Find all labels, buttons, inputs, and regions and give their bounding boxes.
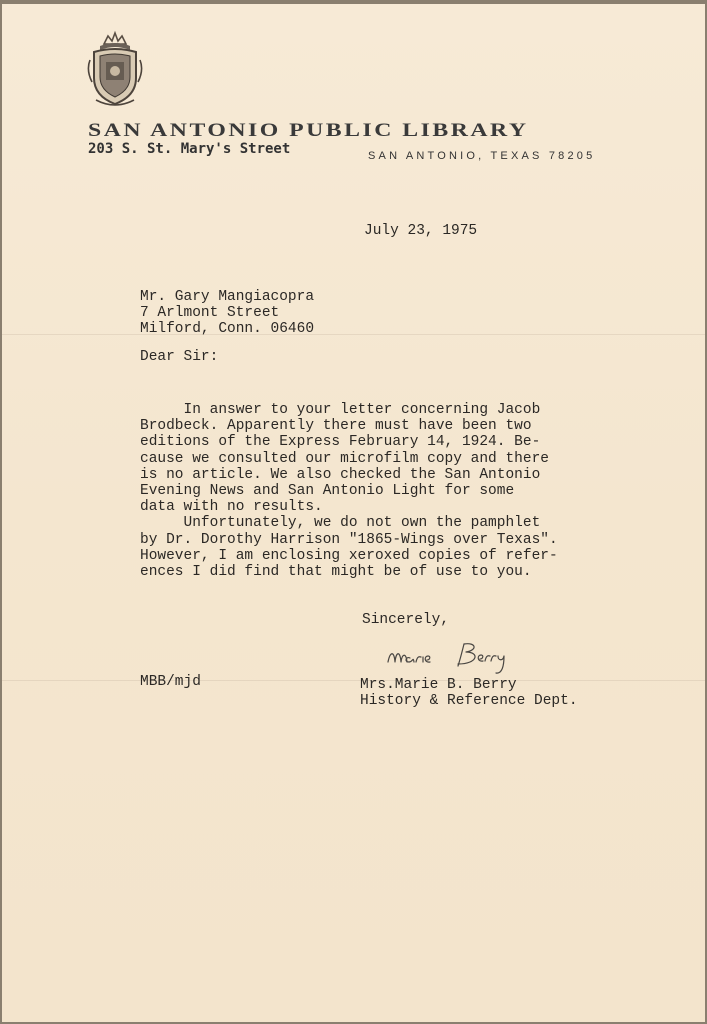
signer-name: Mrs.Marie B. Berry xyxy=(360,677,517,693)
library-city: SAN ANTONIO, TEXAS 78205 xyxy=(368,150,596,162)
typist-initials: MBB/mjd xyxy=(140,674,201,690)
library-name: SAN ANTONIO PUBLIC LIBRARY xyxy=(88,120,529,141)
body-line: editions of the Express February 14, 1924. Be- xyxy=(140,434,541,451)
body-line: Unfortunately, we do not own the pamphlet xyxy=(140,515,541,532)
body-line: data with no results. xyxy=(140,499,323,516)
letter-page xyxy=(2,4,705,1022)
body-line: However, I am enclosing xeroxed copies of refer- xyxy=(140,547,558,564)
body-line: In answer to your letter concerning Jacob xyxy=(140,402,541,418)
body-line: Brodbeck. Apparently there must have been two xyxy=(140,418,532,435)
library-street: 203 S. St. Mary's Street xyxy=(88,141,291,157)
body-line: cause we consulted our microfilm copy and there xyxy=(140,450,549,467)
closing: Sincerely, xyxy=(362,612,450,628)
recipient-city: Milford, Conn. 06460 xyxy=(140,321,315,338)
body-line: ences I did find that might be of use to you. xyxy=(140,564,532,581)
recipient-name: Mr. Gary Mangiacopra xyxy=(140,289,315,305)
fold-line xyxy=(2,680,705,681)
signer-block xyxy=(360,677,578,709)
recipient-address xyxy=(140,289,314,338)
recipient-street: 7 Arlmont Street xyxy=(140,305,280,322)
signer-title: History & Reference Dept. xyxy=(360,693,578,710)
body-line: is no article. We also checked the San Antonio xyxy=(140,466,541,483)
body-line: by Dr. Dorothy Harrison "1865-Wings over Texas". xyxy=(140,531,558,548)
body-line: Evening News and San Antonio Light for some xyxy=(140,483,515,500)
salutation: Dear Sir: xyxy=(140,349,219,365)
letter-date: July 23, 1975 xyxy=(364,223,478,239)
fold-line xyxy=(2,334,705,335)
letter-body xyxy=(140,402,558,580)
handwritten-signature xyxy=(386,640,528,676)
library-seal-icon xyxy=(86,30,144,108)
